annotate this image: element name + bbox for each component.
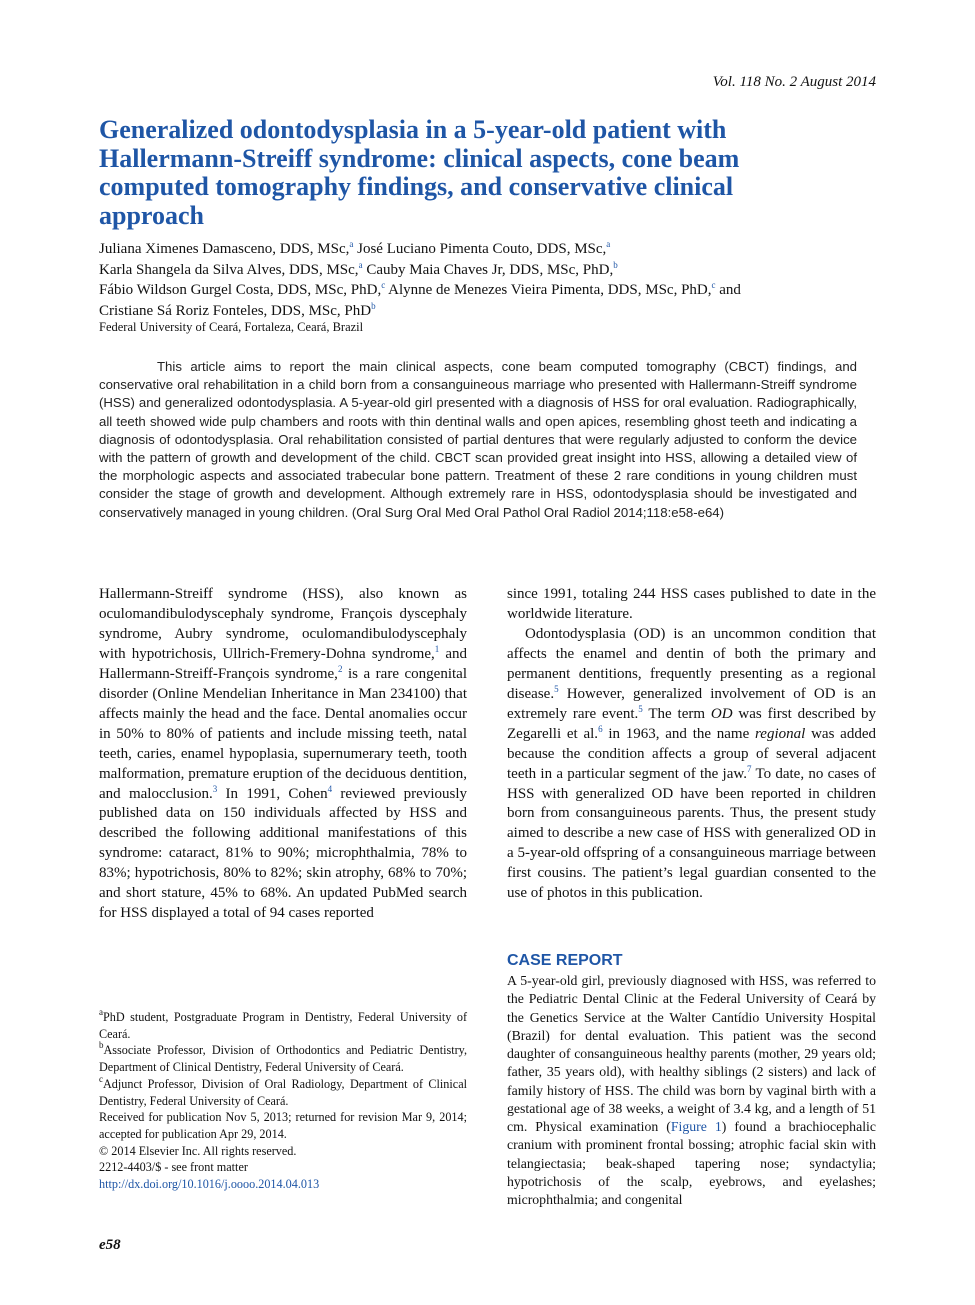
reference-link[interactable]: 7 bbox=[746, 763, 752, 774]
body-text: In 1991, Cohen bbox=[217, 785, 328, 802]
body-column-left bbox=[99, 585, 467, 924]
abstract: This article aims to report the main clinical aspects, cone beam computed tomography (CBCT) findings, and conservative oral rehabilitation in a child born from a consanguineous marriage who presented with Hallermann-Streiff syndrome (HSS) and generalized odontodysplasia. A 5-year-old girl presented with a diagnosis of HSS for oral evaluation. Radiographically, all teeth showed wide pulp chambers and roots with thin dentinal walls and open apices, resembling ghost teeth and indicating a diagnosis of odontodysplasia. Oral rehabilitation consisted of partial dentures that were regularly adjusted to conform the device with the pattern of growth and development of the child. CBCT scan provided great insight into HSS, allowing a detailed view of the morphologic aspects and associated trabecular bone pattern. Treatment of these 2 rare conditions in young children must consider the stage of growth and development. Although extremely rare in HSS, odontodysplasia should be investigated and conservatively managed in young children. (Oral Surg Oral Med Oral Pathol Oral Radiol 2014;118:e58-e64) bbox=[99, 359, 857, 520]
received-dates: Received for publication Nov 5, 2013; returned for revision Mar 9, 2014; accepted for publication Apr 29, 2014. bbox=[99, 1110, 467, 1141]
issn: 2212-4403/$ - see front matter bbox=[99, 1160, 248, 1175]
affiliation-mark: c bbox=[711, 280, 716, 290]
author-name: José Luciano Pimenta Couto, DDS, MSc, bbox=[357, 241, 607, 257]
reference-link[interactable]: 5 bbox=[554, 683, 559, 694]
footnote-text: Associate Professor, Division of Orthodontics and Pediatric Dentistry, Department of Clinical Dentistry, Federal University of Ceará. bbox=[99, 1043, 467, 1075]
affiliation-mark: c bbox=[381, 280, 386, 290]
author-name: Cauby Maia Chaves Jr, DDS, MSc, PhD, bbox=[366, 261, 614, 278]
affiliation-mark: b bbox=[371, 300, 376, 311]
author-name: Fábio Wildson Gurgel Costa, DDS, MSc, PhD, bbox=[99, 282, 382, 298]
body-text: The term bbox=[642, 705, 711, 722]
body-text: A 5-year-old girl, previously diagnosed with HSS, was referred to the Pediatric Dental Clinic at the Federal University of Ceará by the Genetics Service at the Walter Cantídio University Hospital (Brazil) for dental evaluation. This patient was the second daughter of consanguineous healthy parents (mother, 29 years old; father, 35 years old), with healthy siblings (2 sisters) and lack of family history of HSS. The child was born by vaginal birth with a gestational age of 38 weeks, a weight of 3.4 kg, and a length of 51 cm. Physical examination ( bbox=[507, 973, 876, 1134]
body-text-continued: since 1991, totaling 244 HSS cases published to date in the worldwide literature. bbox=[507, 586, 876, 622]
author-list bbox=[99, 239, 875, 321]
footnote-mark: a bbox=[99, 1007, 103, 1017]
body-text: Odontodysplasia (OD) is an uncommon condition that affects the enamel and dentin of both the primary and permanent dentitions, frequently presenting as a regional disease. bbox=[507, 625, 876, 702]
footnotes bbox=[99, 1009, 467, 1193]
body-text: reviewed previously published data on 150 individuals affected by HSS and described the following additional manifestations of this syndrome: cataract, 81% to 90%; microphthalmia, 78% to 83%; hypotrichosis, 80% to 82%; skin atrophy, 68% to 70%; and short stature, 45% to 68%. An updated PubMed search for HSS displayed a total of 94 cases reported bbox=[99, 785, 468, 922]
affiliation-mark: a bbox=[358, 259, 363, 270]
article-title: Generalized odontodysplasia in a 5-year-old patient with Hallermann-Streiff syndrome: clinical aspects, cone beam computed tomography findings, and conservative clinical approach bbox=[99, 115, 740, 230]
body-text: was added because the condition affects a group of several adjacent teeth in a particular segment of the jaw. bbox=[507, 725, 876, 782]
affiliation-mark: a bbox=[349, 239, 354, 249]
body-text: is a rare congenital disorder (Online Mendelian Inheritance in Man 234100) that affects mainly the head and the face. Dental anomalies occur in 50% to 80% of patients and include missing teeth, natal teeth, caries, enamel hypoplasia, supernumerary teeth, tooth malformation, premature eruption of the deciduous dentition, and malocclusion. bbox=[99, 665, 467, 802]
footnote-text: Adjunct Professor, Division of Oral Radiology, Department of Clinical Dentistry, Federal University of Ceará. bbox=[99, 1076, 467, 1108]
reference-link[interactable]: 1 bbox=[434, 643, 440, 654]
reference-link[interactable]: 3 bbox=[212, 783, 218, 794]
footnote bbox=[99, 1073, 467, 1109]
reference-link[interactable]: 6 bbox=[598, 723, 603, 734]
affiliation-mark: b bbox=[613, 259, 618, 270]
author-name: Cristiane Sá Roriz Fonteles, DDS, MSc, PhD bbox=[99, 302, 372, 319]
case-report-text bbox=[507, 972, 876, 1209]
italic-term: OD bbox=[710, 705, 733, 722]
copyright: © 2014 Elsevier Inc. All rights reserved. bbox=[99, 1143, 297, 1158]
footnote-text: PhD student, Postgraduate Program in Dentistry, Federal University of Ceará. bbox=[99, 1010, 467, 1041]
footnote-mark: b bbox=[99, 1040, 104, 1051]
body-text: Hallermann-Streiff syndrome (HSS), also known as oculomandibulodyscephaly syndrome, François dyscephaly syndrome, Aubry syndrome, oculomandibulodyscephaly with hypotrichosis, Ullrich-Fremery-Dohna syndrome, bbox=[99, 586, 467, 662]
body-text: ) found a brachiocephalic cranium with prominent frontal bossing; atrophic facial skin with telangiectasia; beak-shaped tapering nose; syndactylia; hypotrichosis of the scalp, eyebrows, and eyelashes; microphthalmia; and congenital bbox=[507, 1119, 876, 1207]
section-heading-case-report: CASE REPORT bbox=[507, 952, 623, 969]
figure-link[interactable]: Figure 1 bbox=[670, 1119, 722, 1134]
page-number: e58 bbox=[99, 1237, 121, 1253]
author-name: Juliana Ximenes Damasceno, DDS, MSc, bbox=[99, 241, 350, 257]
author-name: Alynne de Menezes Vieira Pimenta, DDS, MSc, PhD, bbox=[388, 282, 712, 298]
body-column-right bbox=[507, 585, 876, 904]
reference-link[interactable]: 2 bbox=[337, 663, 343, 674]
footnote bbox=[99, 1009, 467, 1042]
doi-link[interactable]: http://dx.doi.org/10.1016/j.oooo.2014.04.013 bbox=[99, 1177, 320, 1192]
reference-link[interactable]: 4 bbox=[327, 783, 333, 794]
body-text: and Hallermann-Streiff-François syndrome, bbox=[99, 645, 467, 682]
body-text: in 1963, and the name bbox=[602, 725, 756, 742]
body-text: To date, no cases of HSS with generalized OD have been reported in children born from consanguineous parents. Thus, the present study aimed to describe a new case of HSS with generalized OD in a 5-year-old offspring of a consanguineous marriage between first cousins. The patient’s legal guardian consented to the use of photos in this publication. bbox=[507, 765, 876, 902]
footnote-mark: c bbox=[99, 1073, 103, 1084]
body-paragraph bbox=[507, 625, 876, 904]
body-text: However, generalized involvement of OD is an extremely rare event. bbox=[507, 685, 876, 722]
journal-issue-info: Vol. 118 No. 2 August 2014 bbox=[712, 74, 876, 90]
reference-link[interactable]: 5 bbox=[638, 703, 643, 714]
author-conjunction: and bbox=[719, 282, 741, 298]
author-name: Karla Shangela da Silva Alves, DDS, MSc, bbox=[99, 261, 359, 278]
italic-term: regional bbox=[755, 725, 806, 742]
affiliation-mark: a bbox=[606, 239, 611, 249]
footnote bbox=[99, 1042, 467, 1075]
body-text: was first described by Zegarelli et al. bbox=[507, 705, 876, 742]
institution-affiliation: Federal University of Ceará, Fortaleza, Ceará, Brazil bbox=[99, 320, 364, 334]
